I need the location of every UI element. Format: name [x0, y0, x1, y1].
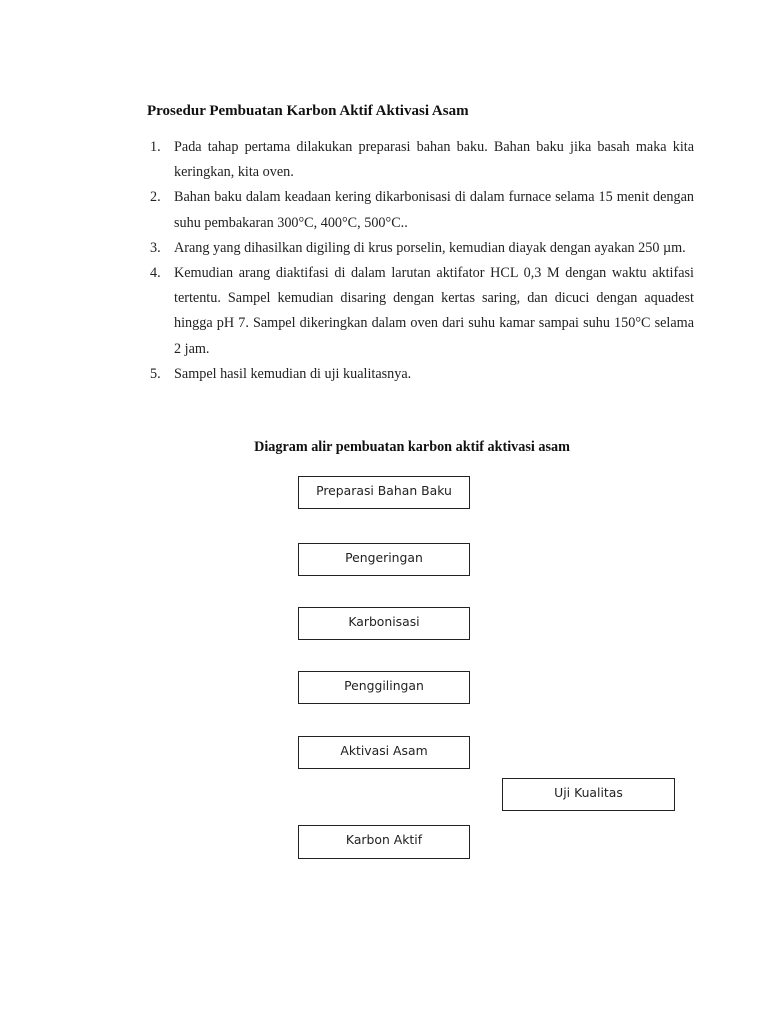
- list-item: [147, 185, 694, 235]
- flow-box-karbon-aktif: Karbon Aktif: [298, 825, 470, 859]
- diagram-title: Diagram alir pembuatan karbon aktif aktivasi asam: [254, 439, 570, 455]
- step-number: 1.: [150, 139, 161, 155]
- procedure-list: [147, 135, 694, 387]
- step-text: Kemudian arang diaktifasi di dalam larutan aktifator HCL 0,3 M dengan waktu aktifasi tertentu. Sampel kemudian disaring dengan kertas saring, dan dicuci dengan aquadest hingga pH 7. Sampel dikeringkan dalam oven dari suhu kamar sampai suhu 150°C selama 2 jam.: [174, 265, 694, 357]
- flow-box-karbonisasi: Karbonisasi: [298, 607, 470, 640]
- step-text: Pada tahap pertama dilakukan preparasi bahan baku. Bahan baku jika basah maka kita keringkan, kita oven.: [174, 139, 694, 181]
- step-text: Sampel hasil kemudian di uji kualitasnya.: [174, 365, 412, 382]
- step-text: Bahan baku dalam keadaan kering dikarbonisasi di dalam furnace selama 15 menit dengan suhu pembakaran 300°C, 400°C, 500°C..: [174, 189, 694, 231]
- list-item: [147, 261, 694, 362]
- flow-box-aktivasi-asam: Aktivasi Asam: [298, 736, 470, 769]
- step-text: Arang yang dihasilkan digiling di krus porselin, kemudian diayak dengan ayakan 250 µm.: [174, 239, 686, 256]
- list-item: [147, 362, 694, 387]
- document-title: Prosedur Pembuatan Karbon Aktif Aktivasi Asam: [147, 103, 469, 119]
- list-item: [147, 236, 694, 261]
- step-number: 3.: [150, 239, 161, 256]
- flow-box-pengeringan: Pengeringan: [298, 543, 470, 576]
- list-item: [147, 135, 694, 185]
- flow-box-preparasi: Preparasi Bahan Baku: [298, 476, 470, 509]
- step-number: 2.: [150, 189, 161, 206]
- flow-box-penggilingan: Penggilingan: [298, 671, 470, 704]
- step-number: 5.: [150, 365, 161, 382]
- step-number: 4.: [150, 265, 161, 282]
- flow-box-uji-kualitas: Uji Kualitas: [502, 778, 675, 811]
